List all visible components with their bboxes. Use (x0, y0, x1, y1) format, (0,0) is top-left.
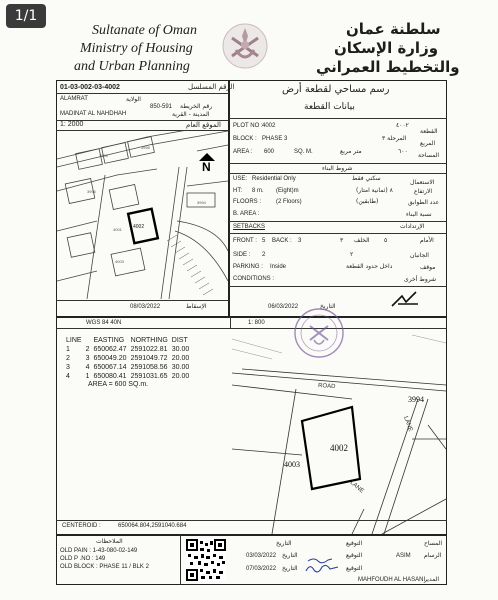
row-northing: 2591022.81 (130, 346, 168, 353)
area-unit: SQ. M. (294, 149, 313, 155)
ht-ar-value: ٨ (ثمانية امتار) (356, 187, 393, 194)
town-en: MADINAT AL NAHDHAH (60, 111, 127, 117)
title-ar-line2: وزارة الإسكان (334, 39, 439, 57)
table-row (66, 372, 193, 381)
row-to: 2 (85, 346, 90, 353)
general-site-label: الموقع العام (186, 121, 221, 129)
front-ar-value: ٥ (384, 237, 388, 244)
setbacks-ar-label: الإرتدادات (400, 223, 425, 230)
area-value: 600 (264, 149, 275, 155)
plot-no-ar-value: ٤٠٠٢ (396, 122, 409, 129)
survey-scale: 1: 800 (248, 320, 265, 326)
parking-value: Inside (270, 264, 287, 270)
title-en-line2: Ministry of Housing (80, 41, 193, 56)
old-pno: OLD P .NO : 149 (60, 556, 106, 562)
parking-label: PARKING : (233, 264, 263, 270)
national-emblem-logo (222, 16, 268, 74)
signature-date-label: التاريخ (320, 303, 336, 310)
conditions-ar-label: شروط أخرى (404, 276, 437, 283)
small-map-label-4001: 4001 (113, 227, 122, 232)
small-map-label-3994: 3994 (197, 200, 206, 205)
director-name: MAHFOUDH AL HASANI (358, 577, 426, 583)
plot-no-label: PLOT NO : (233, 123, 263, 129)
road-label: ROAD (317, 383, 336, 391)
floors-label: FLOORS : (233, 199, 262, 205)
signature-date: 06/03/2022 (268, 304, 299, 310)
wilaya-en: ALAMRAT (60, 96, 88, 102)
ht-label: HT: (233, 188, 242, 194)
row-easting: 650049.20 (93, 355, 127, 362)
title-ar-line1: سلطنة عمان (346, 20, 441, 38)
town-ar: المدينة - القرية (172, 111, 210, 118)
area-summary: AREA = 600 SQ.m. (88, 381, 149, 388)
drafter-date-label: التاريخ (282, 552, 298, 559)
ht-ar-label: الارتفاع (414, 188, 433, 195)
table-row (66, 345, 193, 354)
director-date: 07/03/2022 (246, 566, 277, 572)
neighbor-plot-4003: 4003 (284, 460, 300, 469)
row-dist: 20.00 (171, 355, 190, 362)
official-stamp (292, 306, 346, 360)
plot-no-ar-label: القطعة (420, 128, 438, 135)
block-ar-value: المرحلة ٣ (382, 135, 407, 142)
drafter-date: 03/03/2022 (246, 553, 277, 559)
centeroid-label: CENTEROID : (62, 523, 101, 529)
use-ar-value: سكني فقط (352, 175, 381, 182)
front-value: 5 (262, 238, 266, 244)
area-label: AREA : (233, 149, 253, 155)
centeroid-value: 650064.804,2591040.684 (118, 523, 187, 529)
conditions-label: CONDITIONS : (233, 276, 275, 282)
serial-label: الرقم المسلسل (188, 83, 235, 91)
floors-value: (2 Floors) (276, 199, 302, 205)
lane-label-top: LANE (402, 415, 414, 433)
row-northing: 2591049.72 (130, 355, 168, 362)
general-site-map (57, 131, 228, 299)
ht-value: 8 m. (252, 188, 264, 194)
row-easting: 650067.14 (93, 364, 127, 371)
drafter-signature-label: التوقيع (346, 552, 363, 559)
projection-date: 08/03/2022 (130, 304, 161, 310)
surveyor-date-label: التاريخ (276, 540, 292, 547)
director-label: المدير (424, 576, 440, 583)
projection-label: الإسقاط (186, 303, 207, 310)
side-value: 2 (262, 252, 266, 258)
side-label: SIDE : (233, 252, 251, 258)
ht-words: (Eight)m (276, 188, 299, 194)
back-value: 3 (298, 238, 302, 244)
director-signature (304, 561, 340, 575)
area-ar-unit: متر مربع (340, 148, 362, 155)
map-number-label: رقم الخريطة (180, 103, 213, 110)
floors-ar-value: (طابقين) (356, 198, 379, 205)
small-map-label-3996: 3996 (87, 189, 96, 194)
row-from: 3 (66, 364, 70, 371)
datum-label: WGS 84 40N (86, 320, 122, 326)
serial-number: 01-03-002-03-4002 (60, 84, 120, 91)
row-from: 4 (66, 373, 70, 380)
row-from: 2 (66, 355, 70, 362)
floors-ar-label: عدد الطوابق (408, 199, 440, 206)
notes-title-ar: الملاحظات (96, 538, 123, 545)
title-en-line3: and Urban Planning (74, 59, 190, 74)
area-ar-value: ٦٠٠ (398, 148, 408, 155)
setbacks-label: SETBACKS (233, 224, 266, 230)
barea-label: B. AREA : (233, 211, 260, 217)
north-label: N (202, 160, 211, 174)
surveyor-label: المساح (424, 540, 443, 547)
table-row (66, 354, 193, 363)
lane-label-bottom: LANE (348, 479, 365, 495)
row-dist: 20.00 (171, 373, 190, 380)
use-value: Residential Only (252, 176, 296, 182)
row-dist: 30.00 (171, 364, 190, 371)
front-label: FRONT : (233, 238, 257, 244)
area-ar-label: المساحة (418, 152, 440, 159)
old-pain: OLD PAIN : 1-43-080-02-149 (60, 548, 138, 554)
column-header-easting: EASTING (93, 337, 125, 344)
use-ar-label: الاستعمال (410, 179, 435, 186)
building-conditions-ar: شروط البناء (322, 165, 353, 172)
plot-data-title-ar: بيانات القطعة (304, 102, 355, 112)
small-map-label-3995: 3995 (141, 145, 150, 150)
table-row (66, 363, 193, 372)
back-ar-label: الخلف (354, 237, 370, 244)
old-block: OLD BLOCK : PHASE 11 / BLK 2 (60, 564, 149, 570)
block-ar-label: المربع (420, 140, 436, 147)
back-ar-value: ٣ (340, 237, 344, 244)
director-date-label: التاريخ (282, 565, 298, 572)
row-from: 1 (66, 346, 70, 353)
side-ar-value: ٢ (350, 251, 354, 258)
row-to: 3 (85, 355, 90, 362)
north-arrow-icon (199, 153, 215, 174)
row-to: 4 (85, 364, 90, 371)
coordinates-header-row (66, 336, 193, 345)
row-northing: 2591058.56 (130, 364, 168, 371)
barea-ar-label: نسبة البناء (406, 211, 432, 218)
row-northing: 2591031.65 (130, 373, 168, 380)
block-label: BLOCK : (233, 136, 257, 142)
general-site-scale: 1: 2000 (60, 121, 84, 128)
plot-no-value: 4002 (262, 123, 276, 129)
row-to: 1 (85, 373, 90, 380)
parking-ar-label: موقف (420, 264, 436, 271)
page-counter[interactable]: 1/1 (6, 4, 46, 28)
row-easting: 650062.47 (93, 346, 127, 353)
plot-label-main: 4002 (330, 443, 348, 453)
parking-ar-value: داخل حدود القطعة (346, 263, 393, 270)
column-header-northing: NORTHING (130, 337, 168, 344)
small-map-plot-label: 4002 (133, 224, 145, 230)
qr-code (186, 539, 226, 581)
director-signature-label: التوقيع (346, 565, 363, 572)
plan-title-ar: رسم مساحي لقطعة أرض (282, 84, 390, 95)
column-header-dist: DIST (171, 337, 188, 344)
block-value: PHASE 3 (262, 136, 288, 142)
title-en-line1: Sultanate of Oman (92, 23, 197, 38)
drafter-signature (306, 551, 334, 559)
row-dist: 30.00 (171, 346, 190, 353)
small-map-label-4003: 4003 (115, 259, 124, 264)
side-ar-label: الجانبان (410, 252, 429, 259)
column-header-line: LINE (66, 337, 82, 344)
back-label: BACK : (272, 238, 292, 244)
small-map-label-3993: 3993 (99, 153, 108, 158)
wilaya-ar: الولاية (126, 96, 141, 103)
signature-mark (388, 290, 428, 310)
front-ar-label: الأمام (420, 237, 434, 244)
title-ar-line3: والتخطيط العمراني (316, 58, 460, 76)
map-number: 850-591 (150, 104, 173, 110)
row-easting: 650080.41 (93, 373, 127, 380)
use-label: USE: (233, 176, 248, 182)
drafter-label: الرسام (424, 552, 442, 559)
neighbor-plot-3994: 3994 (408, 395, 424, 404)
drafter-name: ASIM (396, 553, 411, 559)
surveyor-signature-label: التوقيع (346, 540, 363, 547)
coordinates-table (66, 336, 193, 381)
